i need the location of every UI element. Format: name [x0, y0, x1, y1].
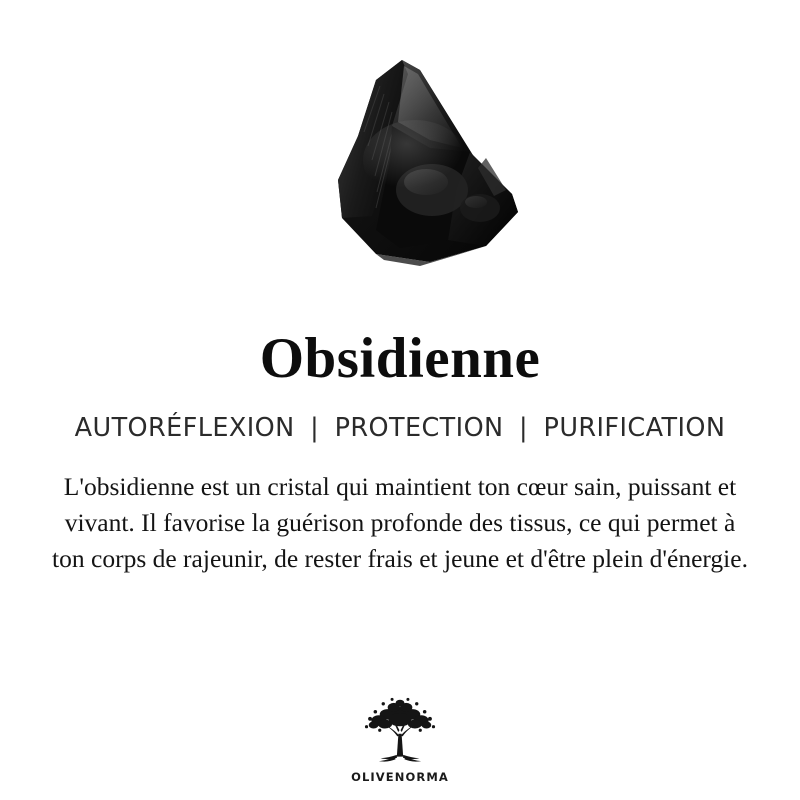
keyword-2: PROTECTION: [334, 413, 504, 443]
keyword-1: AUTORÉFLEXION: [74, 413, 295, 443]
keyword-3: PURIFICATION: [543, 413, 726, 443]
brand-logo: [0, 695, 800, 784]
page-title: Obsidienne: [259, 327, 541, 390]
stone-image-area: [0, 0, 800, 330]
tree-of-life-logo-icon: [354, 695, 446, 769]
description-text: L'obsidienne est un cristal qui maintient ton cœur sain, puissant et vivant. Il favorise la guérison profonde des tissus, ce qui permet à ton corps de rajeunir, de rester frais et jeune et d'être plein d'énergie.: [52, 472, 748, 574]
brand-name: OLIVENORMA: [351, 770, 449, 784]
keywords-line: [75, 413, 726, 443]
keyword-separator-1: |: [310, 413, 320, 443]
obsidian-stone-photo: [280, 40, 540, 290]
keyword-separator-2: |: [519, 413, 529, 443]
